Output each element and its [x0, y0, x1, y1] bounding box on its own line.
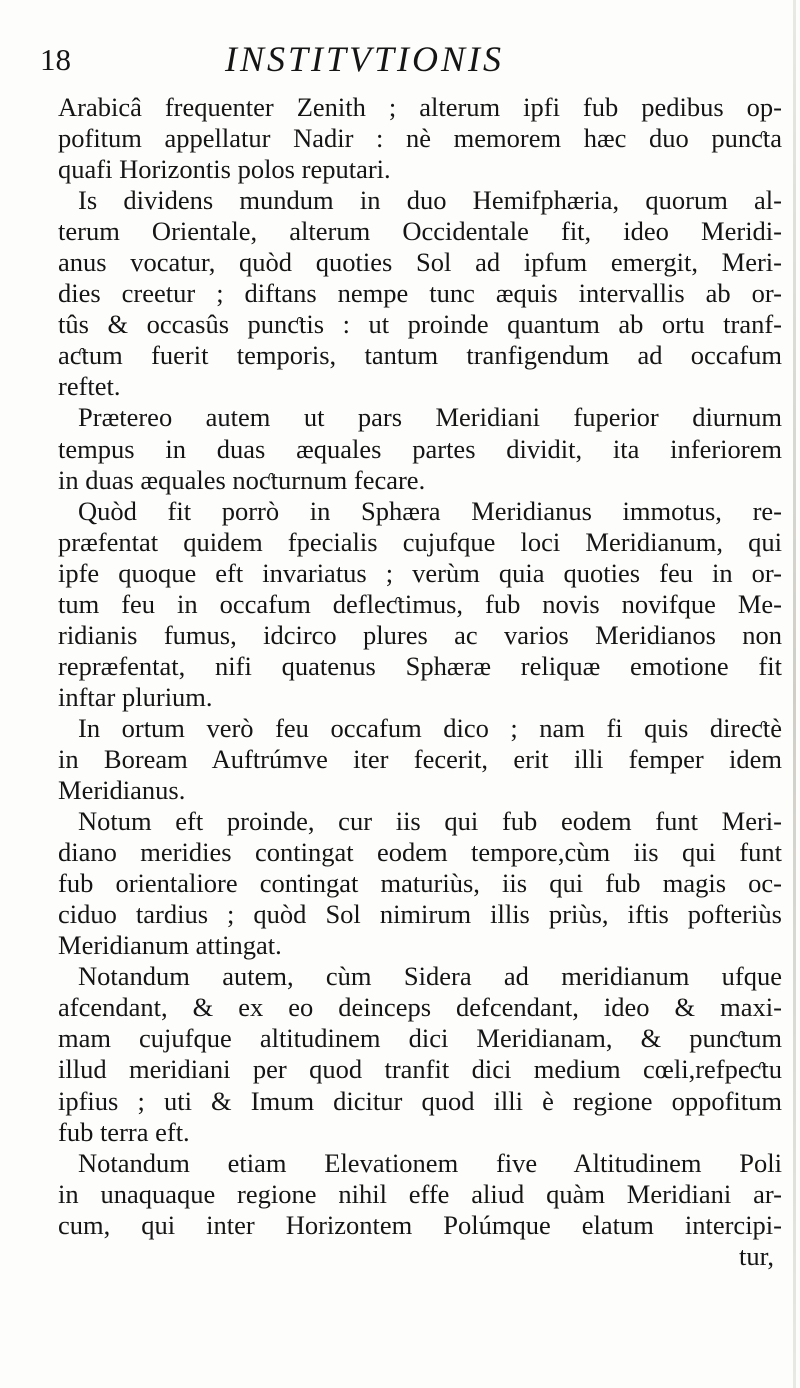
- text-line: fub orientaliore contingat maturiùs, iis qui fub magis oc-: [58, 868, 782, 899]
- page-number: 18: [40, 42, 71, 77]
- text-line: in Boream Auftrúmve iter fecerit, erit illi femper idem: [58, 743, 782, 774]
- running-head: INSTITVTIONIS: [225, 39, 505, 79]
- text-line: dies creetur ; diftans nempe tunc æquis intervallis ab or-: [58, 278, 782, 309]
- text-line: reftet.: [58, 371, 121, 402]
- text-line: In ortum verò feu occafum dico ; nam fi quis direƈtè: [78, 712, 782, 743]
- body-text: [58, 92, 782, 1272]
- text-line: in unaquaque regione nihil effe aliud quàm Meridiani ar-: [58, 1178, 782, 1209]
- text-line: mam cujufque altitudinem dici Meridianam, & punƈtum: [58, 1023, 782, 1054]
- text-line: ridianis fumus, idcirco plures ac varios Meridianos non: [58, 619, 782, 650]
- text-line: quafi Horizontis polos reputari.: [58, 154, 391, 185]
- text-line: tûs & occasûs punƈtis : ut proinde quantum ab ortu tranf-: [58, 309, 782, 340]
- text-line: Prætereo autem ut pars Meridiani fuperior diurnum: [78, 402, 782, 433]
- page-header: [40, 38, 740, 78]
- text-line: illud meridiani per quod tranfit dici medium cœli,refpeƈtu: [58, 1054, 782, 1085]
- text-line: afcendant, & ex eo deinceps defcendant, ideo & maxi-: [58, 992, 782, 1023]
- text-line: pofitum appellatur Nadir : nè memorem hæc duo punƈta: [58, 123, 782, 154]
- text-line: tum feu in occafum defleƈtimus, fub novis novifque Me-: [58, 588, 782, 619]
- text-line: aƈtum fuerit temporis, tantum tranfigendum ad occafum: [58, 340, 782, 371]
- text-line: Meridianus.: [58, 775, 186, 806]
- text-line: in duas æquales noƈturnum fecare.: [58, 464, 426, 495]
- catchword: tur,: [738, 1240, 774, 1271]
- text-line: ipfe quoque eft invariatus ; verùm quia quoties feu in or-: [58, 557, 782, 588]
- text-line: Arabicâ frequenter Zenith ; alterum ipfi fub pedibus op-: [58, 92, 782, 122]
- text-line: Notandum autem, cùm Sidera ad meridianum ufque: [78, 961, 782, 992]
- text-line: Is dividens mundum in duo Hemifphæria, quorum al-: [78, 185, 782, 216]
- text-line: Quòd fit porrò in Sphæra Meridianus immotus, re-: [78, 495, 782, 526]
- text-line: anus vocatur, quòd quoties Sol ad ipfum emergit, Meri-: [58, 247, 782, 278]
- text-line: fub terra eft.: [58, 1116, 190, 1147]
- text-line: diano meridies contingat eodem tempore,cùm iis qui funt: [58, 837, 782, 868]
- text-line: ipfius ; uti & Imum dicitur quod illi è regione oppofitum: [58, 1085, 782, 1116]
- page-edge: [793, 0, 796, 1388]
- text-line: terum Orientale, alterum Occidentale fit, ideo Meridi-: [58, 216, 782, 247]
- text-line: cum, qui inter Horizontem Polúmque elatum intercipi-: [58, 1209, 782, 1240]
- text-line: Notum eft proinde, cur iis qui fub eodem funt Meri-: [78, 806, 782, 837]
- text-line: tempus in duas æquales partes dividit, ita inferiorem: [58, 433, 782, 464]
- text-line: ciduo tardius ; quòd Sol nimirum illis priùs, iftis pofteriùs: [58, 899, 782, 930]
- text-line: præfentat quidem fpecialis cujufque loci Meridianum, qui: [58, 526, 782, 557]
- text-line: inftar plurium.: [58, 681, 213, 712]
- text-line: Meridianum attingat.: [58, 930, 282, 961]
- text-line: Notandum etiam Elevationem five Altitudinem Poli: [78, 1147, 782, 1178]
- text-line: repræfentat, nifi quatenus Sphæræ reliquæ emotione fit: [58, 650, 782, 681]
